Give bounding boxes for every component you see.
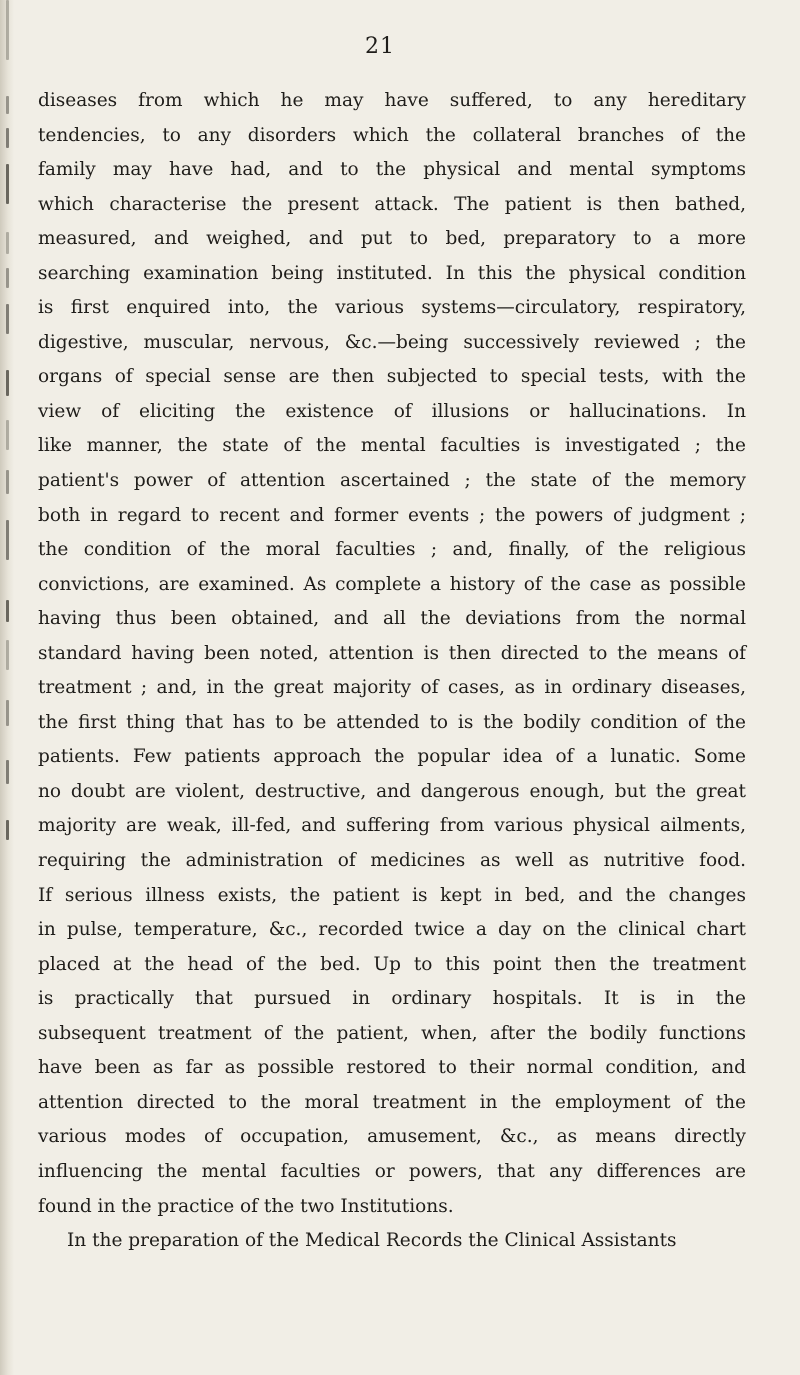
text-line: requiring the administration of medicines as well as nutritive food. <box>38 850 746 872</box>
text-line: no doubt are violent, destructive, and dangerous enough, but the great <box>38 780 746 802</box>
text-line: diseases from which he may have suffered, to any hereditary <box>38 90 746 111</box>
text-line: attention directed to the moral treatment in the employment of the <box>38 1091 746 1113</box>
text-line: In the preparation of the Medical Records the Clinical Assistants <box>67 1230 677 1252</box>
text-line: convictions, are examined. As complete a history of the case as possible <box>38 573 746 595</box>
text-line: having thus been obtained, and all the deviations from the normal <box>38 608 746 630</box>
text-line: treatment ; and, in the great majority of cases, as in ordinary diseases, <box>38 677 746 699</box>
text-line: influencing the mental faculties or powers, that any differences are <box>38 1160 746 1182</box>
text-line: in pulse, temperature, &c., recorded twice a day on the clinical chart <box>38 919 746 941</box>
text-line: patient's power of attention ascertained ; the state of the memory <box>38 470 746 492</box>
text-line: both in regard to recent and former events ; the powers of judgment ; <box>38 504 746 526</box>
text-line: family may have had, and to the physical and mental symptoms <box>38 159 746 181</box>
text-line: have been as far as possible restored to their normal condition, and <box>38 1057 746 1079</box>
text-line: found in the practice of the two Institutions. <box>38 1195 454 1217</box>
text-line: searching examination being instituted. In this the physical condition <box>38 262 746 284</box>
text-line: digestive, muscular, nervous, &c.—being successively reviewed ; the <box>38 331 746 353</box>
text-line: the condition of the moral faculties ; and, finally, of the religious <box>38 539 746 561</box>
text-line: like manner, the state of the mental faculties is investigated ; the <box>38 435 746 457</box>
text-line: patients. Few patients approach the popular idea of a lunatic. Some <box>38 746 746 768</box>
text-line: placed at the head of the bed. Up to this point then the treatment <box>38 953 746 975</box>
text-line: If serious illness exists, the patient is kept in bed, and the changes <box>38 884 746 906</box>
text-line: which characterise the present attack. The patient is then bathed, <box>38 193 746 215</box>
text-line: tendencies, to any disorders which the collateral branches of the <box>38 124 746 146</box>
text-line: majority are weak, ill-fed, and suffering from various physical ailments, <box>38 815 746 837</box>
text-line: subsequent treatment of the patient, when, after the bodily functions <box>38 1022 746 1044</box>
text-line: standard having been noted, attention is then directed to the means of <box>38 642 746 664</box>
text-line: the first thing that has to be attended to is the bodily condition of the <box>38 711 746 733</box>
text-line: various modes of occupation, amusement, &c., as means directly <box>38 1126 746 1148</box>
text-line: is first enquired into, the various systems—circulatory, respiratory, <box>38 297 746 319</box>
text-line: is practically that pursued in ordinary hospitals. It is in the <box>38 988 746 1010</box>
text-line: organs of special sense are then subjected to special tests, with the <box>38 366 746 388</box>
text-line: view of eliciting the existence of illusions or hallucinations. In <box>38 400 746 422</box>
body-text <box>38 84 746 1259</box>
text-line: measured, and weighed, and put to bed, preparatory to a more <box>38 228 746 250</box>
page-number: 21 <box>365 34 395 59</box>
